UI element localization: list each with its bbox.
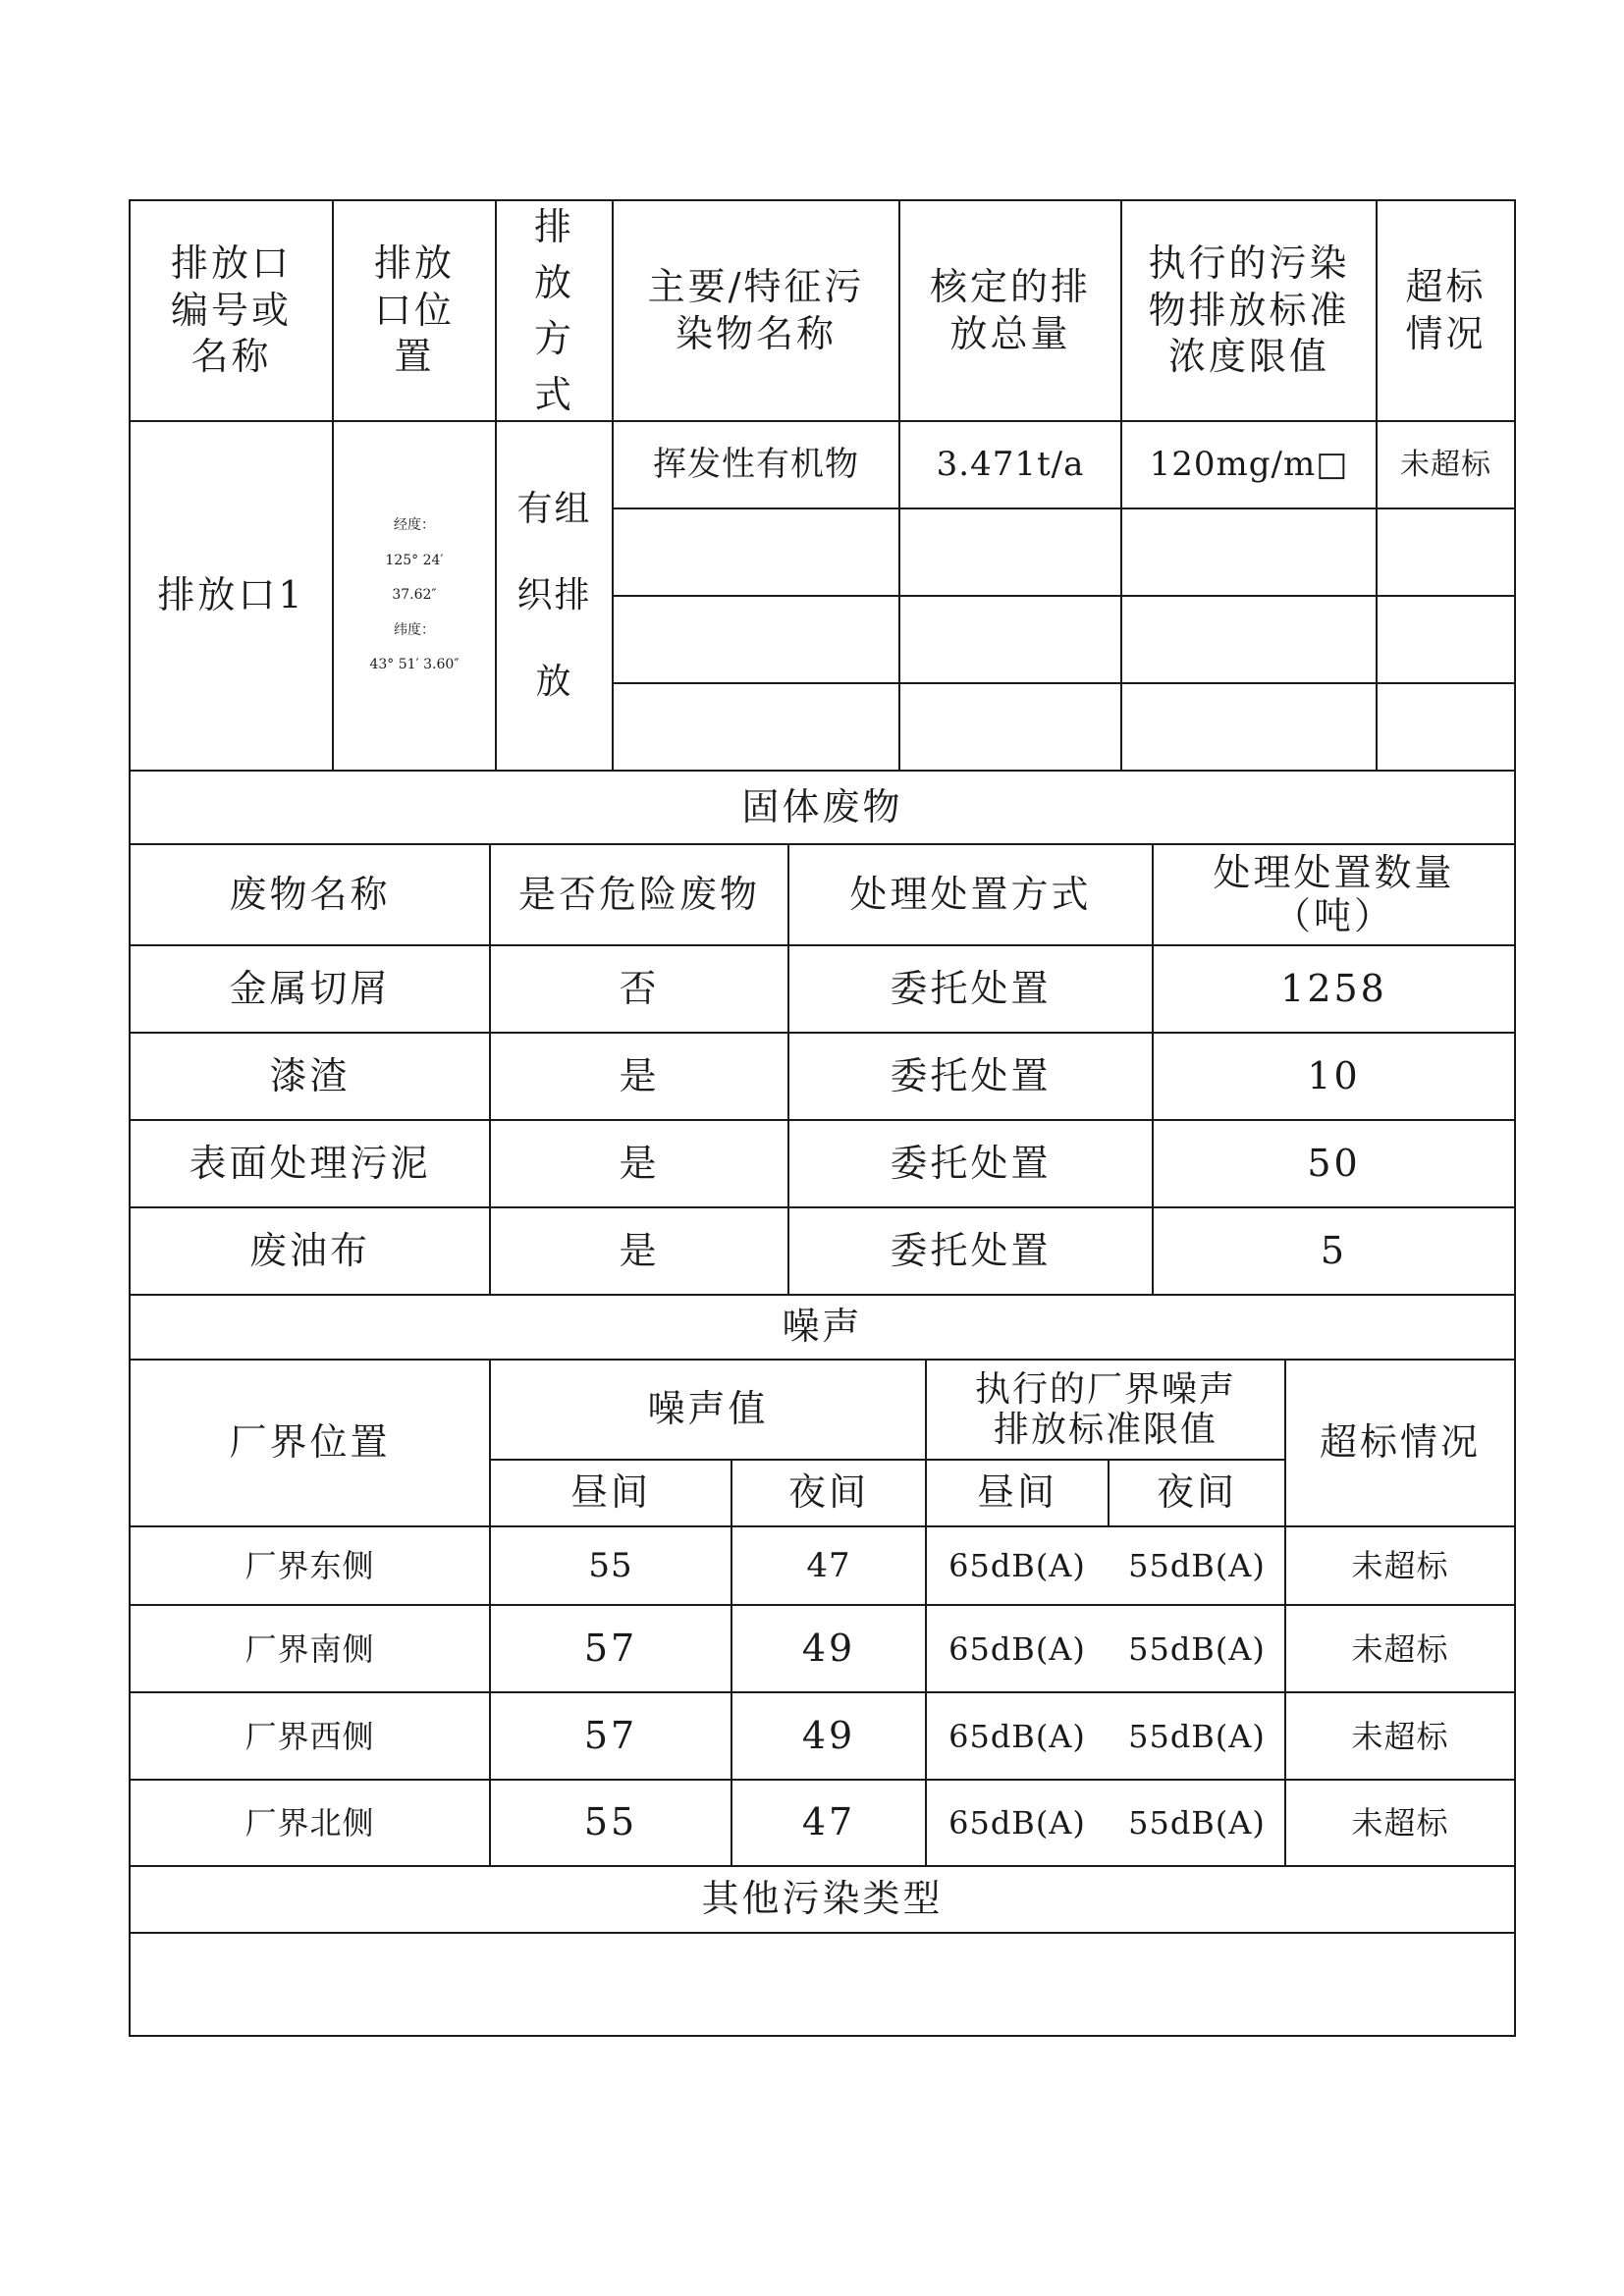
noise-header-exceed: 超标情况 bbox=[1319, 1420, 1481, 1465]
header-total bbox=[900, 201, 1120, 420]
noise-row-4-position: 厂界北侧 bbox=[244, 1804, 375, 1842]
noise-row-2-exceed: 未超标 bbox=[1351, 1629, 1449, 1668]
coords-lng-sec: 37.62″ bbox=[392, 587, 437, 604]
noise-row-2-position: 厂界南侧 bbox=[244, 1629, 375, 1668]
emission-standard: 120mg/m□ bbox=[1149, 445, 1349, 485]
noise-row-2-day: 57 bbox=[583, 1626, 638, 1670]
header-method-char4: 式 bbox=[533, 372, 574, 416]
header-location-line3: 置 bbox=[394, 335, 435, 379]
header-outlet-id-line1: 排放口 bbox=[170, 241, 292, 286]
other-content bbox=[131, 1934, 1514, 2035]
header-standard-line2: 物排放标准 bbox=[1148, 288, 1350, 332]
header-location bbox=[334, 201, 495, 420]
noise-row-4-night: 47 bbox=[801, 1800, 856, 1844]
noise-header-position: 厂界位置 bbox=[229, 1420, 391, 1465]
noise-row-3-exceed: 未超标 bbox=[1351, 1717, 1449, 1755]
noise-row-1-limit-day: 65dB(A) bbox=[948, 1547, 1086, 1584]
header-pollutant-line1: 主要/特征污 bbox=[647, 265, 865, 308]
waste-header-hazardous: 是否危险废物 bbox=[517, 872, 760, 916]
solid-waste-section-title: 固体废物 bbox=[741, 784, 903, 828]
waste-row-4-quantity: 5 bbox=[1320, 1228, 1348, 1272]
pollutant-name: 挥发性有机物 bbox=[653, 445, 859, 485]
coords-lng-deg: 125° 24′ bbox=[385, 552, 444, 568]
waste-row-2-hazardous: 是 bbox=[619, 1053, 660, 1097]
outlet-method-line2: 织排 bbox=[516, 574, 592, 615]
noise-row-1-exceed: 未超标 bbox=[1351, 1547, 1449, 1584]
header-method-char2: 放 bbox=[533, 260, 574, 304]
header-standard bbox=[1122, 201, 1376, 420]
waste-row-1-name: 金属切屑 bbox=[229, 966, 391, 1010]
noise-row-2-limit-night: 55dB(A) bbox=[1128, 1629, 1266, 1668]
coords-lat-value: 43° 51′ 3.60″ bbox=[369, 657, 460, 673]
waste-header-quantity-line2: （吨） bbox=[1272, 893, 1394, 937]
coords-lng-label: 经度： bbox=[394, 517, 435, 534]
header-method bbox=[497, 201, 612, 420]
noise-header-night: 夜间 bbox=[787, 1470, 869, 1515]
waste-row-3-quantity: 50 bbox=[1307, 1141, 1361, 1185]
header-method-char1: 排 bbox=[533, 204, 574, 248]
waste-row-4-hazardous: 是 bbox=[619, 1228, 660, 1272]
noise-row-3-night: 49 bbox=[801, 1713, 856, 1757]
outlet-method bbox=[497, 422, 612, 770]
noise-row-1-day: 55 bbox=[588, 1545, 633, 1585]
waste-header-quantity bbox=[1154, 845, 1514, 944]
noise-row-4-day: 55 bbox=[583, 1800, 638, 1844]
noise-row-3-position: 厂界西侧 bbox=[244, 1717, 375, 1755]
noise-row-1-night: 47 bbox=[806, 1545, 851, 1585]
outlet-method-line1: 有组 bbox=[516, 488, 592, 529]
header-total-line2: 放总量 bbox=[949, 311, 1071, 355]
outlet-name: 排放口1 bbox=[157, 573, 305, 617]
noise-header-limit bbox=[927, 1361, 1284, 1459]
waste-row-3-disposal: 委托处置 bbox=[890, 1141, 1052, 1185]
header-outlet-id-line2: 编号或 bbox=[170, 288, 292, 332]
noise-row-1-position: 厂界东侧 bbox=[244, 1547, 375, 1584]
header-location-line1: 排放 bbox=[373, 241, 455, 286]
header-outlet-id-line3: 名称 bbox=[190, 335, 272, 379]
header-pollutant bbox=[614, 201, 898, 420]
noise-section-title: 噪声 bbox=[782, 1305, 863, 1349]
other-section-title: 其他污染类型 bbox=[701, 1877, 944, 1921]
noise-row-1-limit-night: 55dB(A) bbox=[1128, 1547, 1266, 1584]
waste-row-1-disposal: 委托处置 bbox=[890, 966, 1052, 1010]
waste-row-1-quantity: 1258 bbox=[1280, 966, 1387, 1010]
noise-row-4-limit-day: 65dB(A) bbox=[948, 1804, 1086, 1842]
header-exceed-line1: 超标 bbox=[1405, 265, 1487, 308]
noise-row-4-limit-night: 55dB(A) bbox=[1128, 1804, 1266, 1842]
waste-header-disposal: 处理处置方式 bbox=[849, 872, 1092, 916]
waste-row-4-disposal: 委托处置 bbox=[890, 1228, 1052, 1272]
emission-total: 3.471t/a bbox=[936, 445, 1085, 485]
waste-header-name: 废物名称 bbox=[229, 872, 391, 916]
outlet-method-line3: 放 bbox=[535, 662, 573, 703]
header-outlet-id bbox=[131, 201, 332, 420]
emission-exceed: 未超标 bbox=[1400, 447, 1491, 482]
header-exceed bbox=[1378, 201, 1514, 420]
waste-row-3-name: 表面处理污泥 bbox=[189, 1141, 431, 1185]
noise-row-3-limit-night: 55dB(A) bbox=[1128, 1717, 1266, 1755]
noise-row-2-night: 49 bbox=[801, 1626, 856, 1670]
noise-row-3-day: 57 bbox=[583, 1713, 638, 1757]
header-location-line2: 口位 bbox=[373, 288, 455, 332]
header-method-char3: 方 bbox=[533, 316, 574, 360]
noise-header-limit-night: 夜间 bbox=[1156, 1470, 1237, 1515]
waste-row-3-hazardous: 是 bbox=[619, 1141, 660, 1185]
waste-row-2-disposal: 委托处置 bbox=[890, 1053, 1052, 1097]
noise-header-limit-line1: 执行的厂界噪声 bbox=[974, 1368, 1236, 1410]
header-standard-line1: 执行的污染 bbox=[1148, 241, 1350, 286]
waste-row-1-hazardous: 否 bbox=[619, 966, 660, 1010]
noise-header-limit-day: 昼间 bbox=[976, 1470, 1057, 1515]
waste-row-4-name: 废油布 bbox=[248, 1228, 370, 1272]
coords-lat-label: 纬度： bbox=[394, 621, 435, 638]
noise-header-value: 噪声值 bbox=[647, 1387, 769, 1431]
noise-row-4-exceed: 未超标 bbox=[1351, 1804, 1449, 1842]
waste-header-quantity-line1: 处理处置数量 bbox=[1213, 850, 1455, 894]
header-standard-line3: 浓度限值 bbox=[1167, 335, 1329, 379]
header-exceed-line2: 情况 bbox=[1405, 311, 1487, 355]
waste-row-2-name: 漆渣 bbox=[269, 1053, 351, 1097]
noise-header-limit-line2: 排放标准限值 bbox=[993, 1410, 1218, 1450]
waste-row-2-quantity: 10 bbox=[1307, 1053, 1361, 1097]
noise-row-2-limit-day: 65dB(A) bbox=[948, 1629, 1086, 1668]
outlet-coordinates bbox=[334, 422, 495, 770]
header-total-line1: 核定的排 bbox=[929, 265, 1091, 308]
header-pollutant-line2: 染物名称 bbox=[675, 311, 837, 355]
noise-header-day: 昼间 bbox=[569, 1470, 651, 1515]
noise-row-3-limit-day: 65dB(A) bbox=[948, 1717, 1086, 1755]
